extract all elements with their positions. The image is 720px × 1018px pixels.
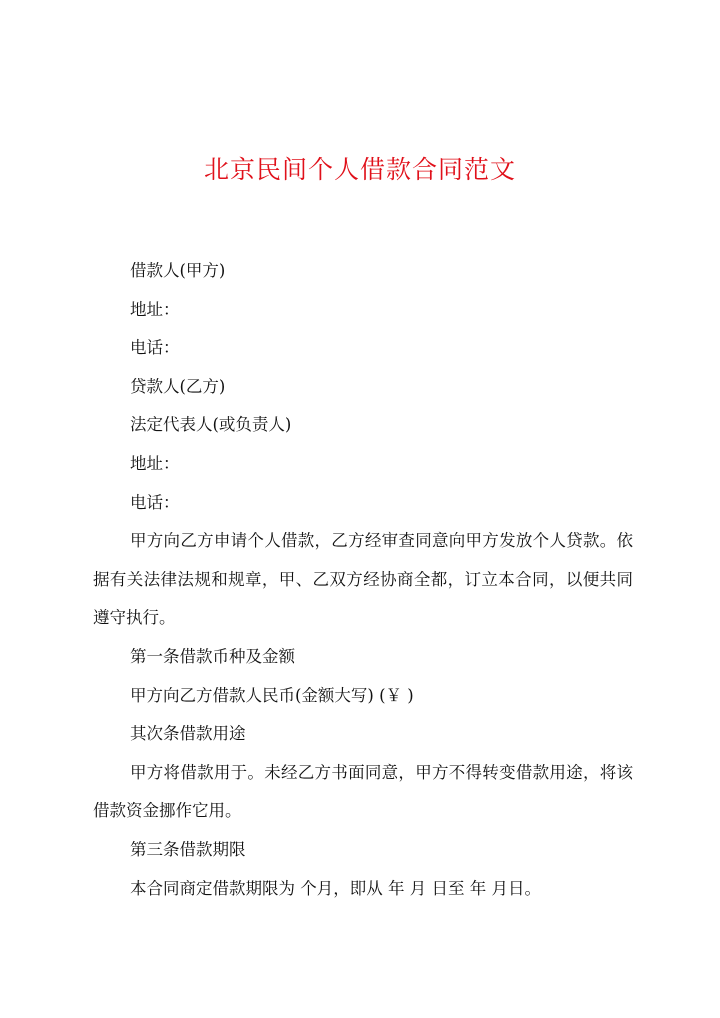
paragraph-article-1-heading: 第一条借款币种及金额 bbox=[130, 646, 295, 666]
paragraph-legal-representative: 法定代表人(或负责人) bbox=[130, 415, 292, 435]
paragraph-article-1-body: 甲方向乙方借款人民币(金额大写) (￥ ) bbox=[130, 685, 414, 705]
paragraph-article-3-heading: 第三条借款期限 bbox=[130, 839, 246, 859]
document-title: 北京民间个人借款合同范文 bbox=[203, 155, 516, 184]
paragraph-borrower-address: 地址： bbox=[130, 299, 180, 319]
paragraph-borrower: 借款人(甲方) bbox=[130, 261, 226, 280]
paragraph-preamble: 甲方向乙方申请个人借款，乙方经审查同意向甲方发放个人贷款。依据有关法律法规和规章，甲、乙双方经协商全都，订立本合同，以便共同遵守执行。 bbox=[93, 531, 633, 628]
paragraph-article-3-body: 本合同商定借款期限为 个月，即从 年 月 日至 年 月日。 bbox=[130, 878, 541, 898]
document-body bbox=[93, 252, 633, 908]
paragraph-article-2-heading: 其次条借款用途 bbox=[130, 724, 246, 744]
paragraph-lender: 贷款人(乙方) bbox=[130, 376, 226, 396]
paragraph-lender-phone: 电话： bbox=[130, 492, 180, 512]
paragraph-borrower-phone: 电话： bbox=[130, 338, 180, 358]
paragraph-article-2-body: 甲方将借款用于。未经乙方书面同意，甲方不得转变借款用途，将该借款资金挪作它用。 bbox=[93, 762, 633, 821]
paragraph-lender-address: 地址： bbox=[130, 453, 180, 473]
